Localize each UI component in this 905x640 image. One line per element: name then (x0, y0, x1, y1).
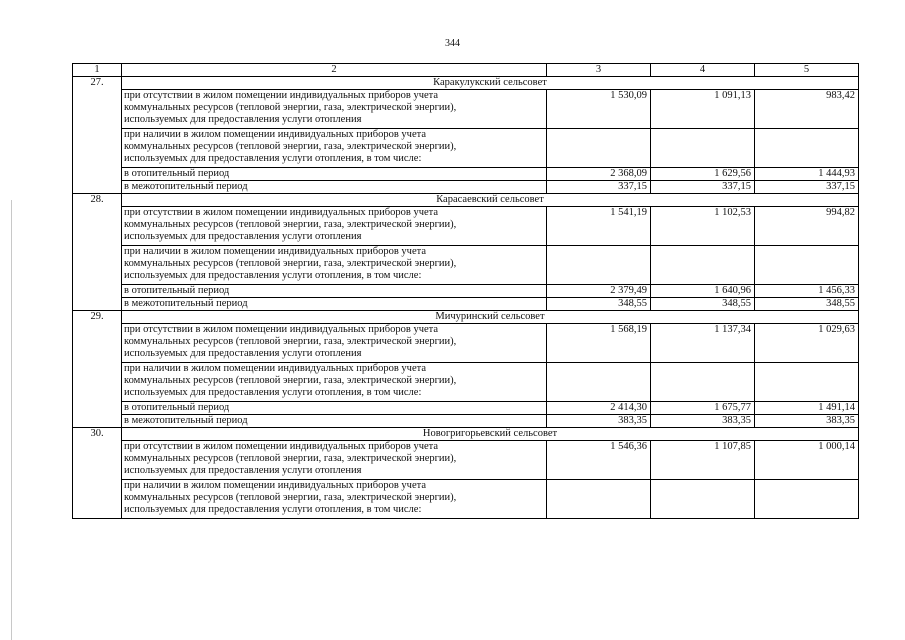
row-description (122, 181, 547, 194)
table-row (73, 181, 859, 194)
header-cell-1: 1 (73, 64, 122, 77)
value-col-5: 1 444,93 (755, 168, 859, 181)
table-row (73, 129, 859, 168)
description-line: используемых для предоставления услуги отопления, в том числе: (124, 387, 422, 398)
value-col-5: 383,35 (755, 415, 859, 428)
description-line: в отопительный период (124, 402, 230, 413)
description-line: используемых для предоставления услуги отопления, в том числе: (124, 504, 422, 515)
description-line: при наличии в жилом помещении индивидуальных приборов учета (124, 129, 426, 140)
value-col-4: 1 107,85 (651, 441, 755, 480)
value-col-5: 348,55 (755, 298, 859, 311)
value-col-4 (651, 363, 755, 402)
scan-margin-line (11, 200, 12, 640)
value-col-3 (547, 129, 651, 168)
value-col-3: 348,55 (547, 298, 651, 311)
value-col-3 (547, 363, 651, 402)
section-number: 28. (73, 194, 122, 311)
value-col-5: 1 491,14 (755, 402, 859, 415)
value-col-4: 1 137,34 (651, 324, 755, 363)
value-col-3: 1 530,09 (547, 90, 651, 129)
section-header-row (73, 77, 859, 90)
value-col-3: 2 368,09 (547, 168, 651, 181)
section-number: 30. (73, 428, 122, 519)
value-col-4 (651, 480, 755, 519)
description-line: используемых для предоставления услуги отопления, в том числе: (124, 153, 422, 164)
table-row (73, 480, 859, 519)
value-col-4: 1 102,53 (651, 207, 755, 246)
value-col-4: 1 091,13 (651, 90, 755, 129)
section-header-row (73, 311, 859, 324)
header-cell-5: 5 (755, 64, 859, 77)
row-description (122, 298, 547, 311)
table-row (73, 90, 859, 129)
header-cell-4: 4 (651, 64, 755, 77)
value-col-4: 383,35 (651, 415, 755, 428)
value-col-5: 1 029,63 (755, 324, 859, 363)
description-line: используемых для предоставления услуги отопления (124, 465, 362, 476)
section-header-row (73, 428, 859, 441)
description-line: в межотопительный период (124, 415, 248, 426)
description-line: используемых для предоставления услуги отопления (124, 231, 362, 242)
description-line: используемых для предоставления услуги отопления (124, 348, 362, 359)
table-row (73, 324, 859, 363)
page-number: 344 (445, 38, 460, 49)
row-description (122, 285, 547, 298)
table-row (73, 415, 859, 428)
section-number: 29. (73, 311, 122, 428)
section-name: Мичуринский сельсовет (122, 311, 859, 324)
description-line: в отопительный период (124, 168, 230, 179)
value-col-5 (755, 363, 859, 402)
value-col-3 (547, 480, 651, 519)
description-line: при наличии в жилом помещении индивидуальных приборов учета (124, 480, 426, 491)
row-description (122, 402, 547, 415)
section-name: Карасаевский сельсовет (122, 194, 859, 207)
description-line: в отопительный период (124, 285, 230, 296)
table-row (73, 285, 859, 298)
value-col-4: 1 640,96 (651, 285, 755, 298)
row-description (122, 324, 547, 363)
value-col-4 (651, 129, 755, 168)
value-col-4: 337,15 (651, 181, 755, 194)
description-line: коммунальных ресурсов (тепловой энергии, газа, электрической энергии), (124, 141, 457, 152)
row-description (122, 415, 547, 428)
value-col-3: 1 541,19 (547, 207, 651, 246)
section-number: 27. (73, 77, 122, 194)
description-line: при отсутствии в жилом помещении индивидуальных приборов учета (124, 207, 439, 218)
value-col-5 (755, 246, 859, 285)
description-line: при наличии в жилом помещении индивидуальных приборов учета (124, 246, 426, 257)
section-header-row (73, 194, 859, 207)
table-row (73, 298, 859, 311)
section-name: Каракулукский сельсовет (122, 77, 859, 90)
description-line: в межотопительный период (124, 298, 248, 309)
description-line: в межотопительный период (124, 181, 248, 192)
value-col-5 (755, 129, 859, 168)
value-col-3: 1 568,19 (547, 324, 651, 363)
table-row (73, 402, 859, 415)
value-col-4: 1 675,77 (651, 402, 755, 415)
table-row (73, 207, 859, 246)
value-col-5: 1 456,33 (755, 285, 859, 298)
value-col-5: 337,15 (755, 181, 859, 194)
value-col-5 (755, 480, 859, 519)
header-cell-3: 3 (547, 64, 651, 77)
value-col-5: 994,82 (755, 207, 859, 246)
row-description (122, 129, 547, 168)
description-line: используемых для предоставления услуги отопления, в том числе: (124, 270, 422, 281)
value-col-3: 383,35 (547, 415, 651, 428)
value-col-4 (651, 246, 755, 285)
description-line: коммунальных ресурсов (тепловой энергии, газа, электрической энергии), (124, 219, 457, 230)
value-col-5: 983,42 (755, 90, 859, 129)
description-line: коммунальных ресурсов (тепловой энергии, газа, электрической энергии), (124, 336, 457, 347)
section-name: Новогригорьевский сельсовет (122, 428, 859, 441)
description-line: при отсутствии в жилом помещении индивидуальных приборов учета (124, 441, 439, 452)
description-line: коммунальных ресурсов (тепловой энергии, газа, электрической энергии), (124, 102, 457, 113)
row-description (122, 207, 547, 246)
table-row (73, 246, 859, 285)
value-col-5: 1 000,14 (755, 441, 859, 480)
description-line: при отсутствии в жилом помещении индивидуальных приборов учета (124, 324, 439, 335)
description-line: при отсутствии в жилом помещении индивидуальных приборов учета (124, 90, 439, 101)
value-col-3: 337,15 (547, 181, 651, 194)
header-cell-2: 2 (122, 64, 547, 77)
row-description (122, 90, 547, 129)
value-col-3: 2 414,30 (547, 402, 651, 415)
value-col-3: 1 546,36 (547, 441, 651, 480)
tariff-table (72, 63, 859, 519)
row-description (122, 441, 547, 480)
row-description (122, 246, 547, 285)
description-line: используемых для предоставления услуги отопления (124, 114, 362, 125)
row-description (122, 168, 547, 181)
row-description (122, 363, 547, 402)
description-line: коммунальных ресурсов (тепловой энергии, газа, электрической энергии), (124, 258, 457, 269)
table-row (73, 168, 859, 181)
header-row (73, 64, 859, 77)
row-description (122, 480, 547, 519)
description-line: коммунальных ресурсов (тепловой энергии, газа, электрической энергии), (124, 492, 457, 503)
value-col-3: 2 379,49 (547, 285, 651, 298)
value-col-4: 1 629,56 (651, 168, 755, 181)
table-row (73, 363, 859, 402)
description-line: коммунальных ресурсов (тепловой энергии, газа, электрической энергии), (124, 453, 457, 464)
description-line: при наличии в жилом помещении индивидуальных приборов учета (124, 363, 426, 374)
value-col-3 (547, 246, 651, 285)
table-row (73, 441, 859, 480)
value-col-4: 348,55 (651, 298, 755, 311)
description-line: коммунальных ресурсов (тепловой энергии, газа, электрической энергии), (124, 375, 457, 386)
